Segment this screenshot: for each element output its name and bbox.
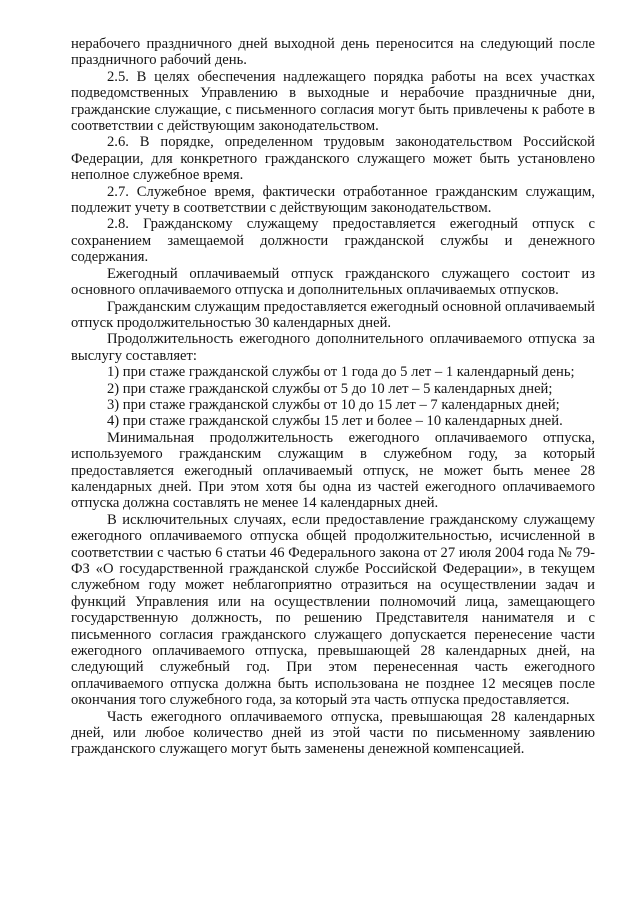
paragraph-exceptional-cases: В исключительных случаях, если предоставление гражданскому служащему ежегодного оплачиваемого отпуска общей продолжительностью, исчисленной в соответствии с частью 6 статьи 46 Федерального закона от 27 июля 2004 года № 79-ФЗ «О государственной гражданской службе Российской Федерации», в текущем служебном году может неблагоприятно отразиться на осуществлении задач и функций Управления или на осуществлении полномочий лица, замещающего государственную должность, по решению Представителя нанимателя и с письменного согласия гражданского служащего допускается перенесение части ежегодного оплачиваемого отпуска, превышающей 28 календарных дней, на следующий служебный год. При этом перенесенная часть ежегодного оплачиваемого отпуска должна быть использована не позднее 12 месяцев после окончания того служебного года, за который эта часть отпуска предоставляется.: [71, 511, 595, 709]
paragraph-2-5: 2.5. В целях обеспечения надлежащего порядка работы на всех участках подведомственных Управлению в выходные и нерабочие праздничные дни, гражданские служащие, с письменного согласия могут быть привлечены к работе в соответствии с действующим законодательством.: [71, 68, 595, 135]
list-item-1: 1) при стаже гражданской службы от 1 года до 5 лет – 1 календарный день;: [107, 364, 575, 381]
paragraph-continuation: нерабочего праздничного дней выходной день переносится на следующий после праздничного рабочий день.: [71, 36, 595, 69]
document-body: [71, 36, 595, 758]
list-item-4: 4) при стаже гражданской службы 15 лет и более – 10 календарных дней.: [107, 413, 563, 430]
paragraph-2-8: 2.8. Гражданскому служащему предоставляется ежегодный отпуск с сохранением замещаемой должности гражданской службы и денежного содержания.: [71, 216, 595, 266]
list-item-3: 3) при стаже гражданской службы от 10 до 15 лет – 7 календарных дней;: [107, 396, 560, 413]
paragraph-2-7: 2.7. Служебное время, фактически отработанное гражданским служащим, подлежит учету в соответствии с действующим законодательством.: [71, 183, 595, 217]
paragraph-2-6: 2.6. В порядке, определенном трудовым законодательством Российской Федерации, для конкретного гражданского служащего может быть установлено неполное служебное время.: [71, 134, 595, 184]
paragraph-seniority-leave: Продолжительность ежегодного дополнительного оплачиваемого отпуска за выслугу составляет:: [71, 331, 595, 364]
paragraph-minimum-leave: Минимальная продолжительность ежегодного оплачиваемого отпуска, используемого гражданским служащим в служебном году, за который предоставляется ежегодный оплачиваемый отпуск, не может быть менее 28 календарных дней. При этом хотя бы одна из частей ежегодного оплачиваемого отпуска должна составлять не менее 14 календарных дней.: [71, 429, 595, 512]
paragraph-basic-leave: Гражданским служащим предоставляется ежегодный основной оплачиваемый отпуск продолжительностью 30 календарных дней.: [71, 298, 595, 331]
list-item-2: 2) при стаже гражданской службы от 5 до 10 лет – 5 календарных дней;: [107, 380, 553, 397]
paragraph-compensation: Часть ежегодного оплачиваемого отпуска, превышающая 28 календарных дней, или любое количество дней из этой части по письменному заявлению гражданского служащего могут быть заменены денежной компенсацией.: [71, 708, 595, 758]
paragraph-leave-composition: Ежегодный оплачиваемый отпуск гражданского служащего состоит из основного оплачиваемого отпуска и дополнительных оплачиваемых отпусков.: [71, 265, 595, 299]
